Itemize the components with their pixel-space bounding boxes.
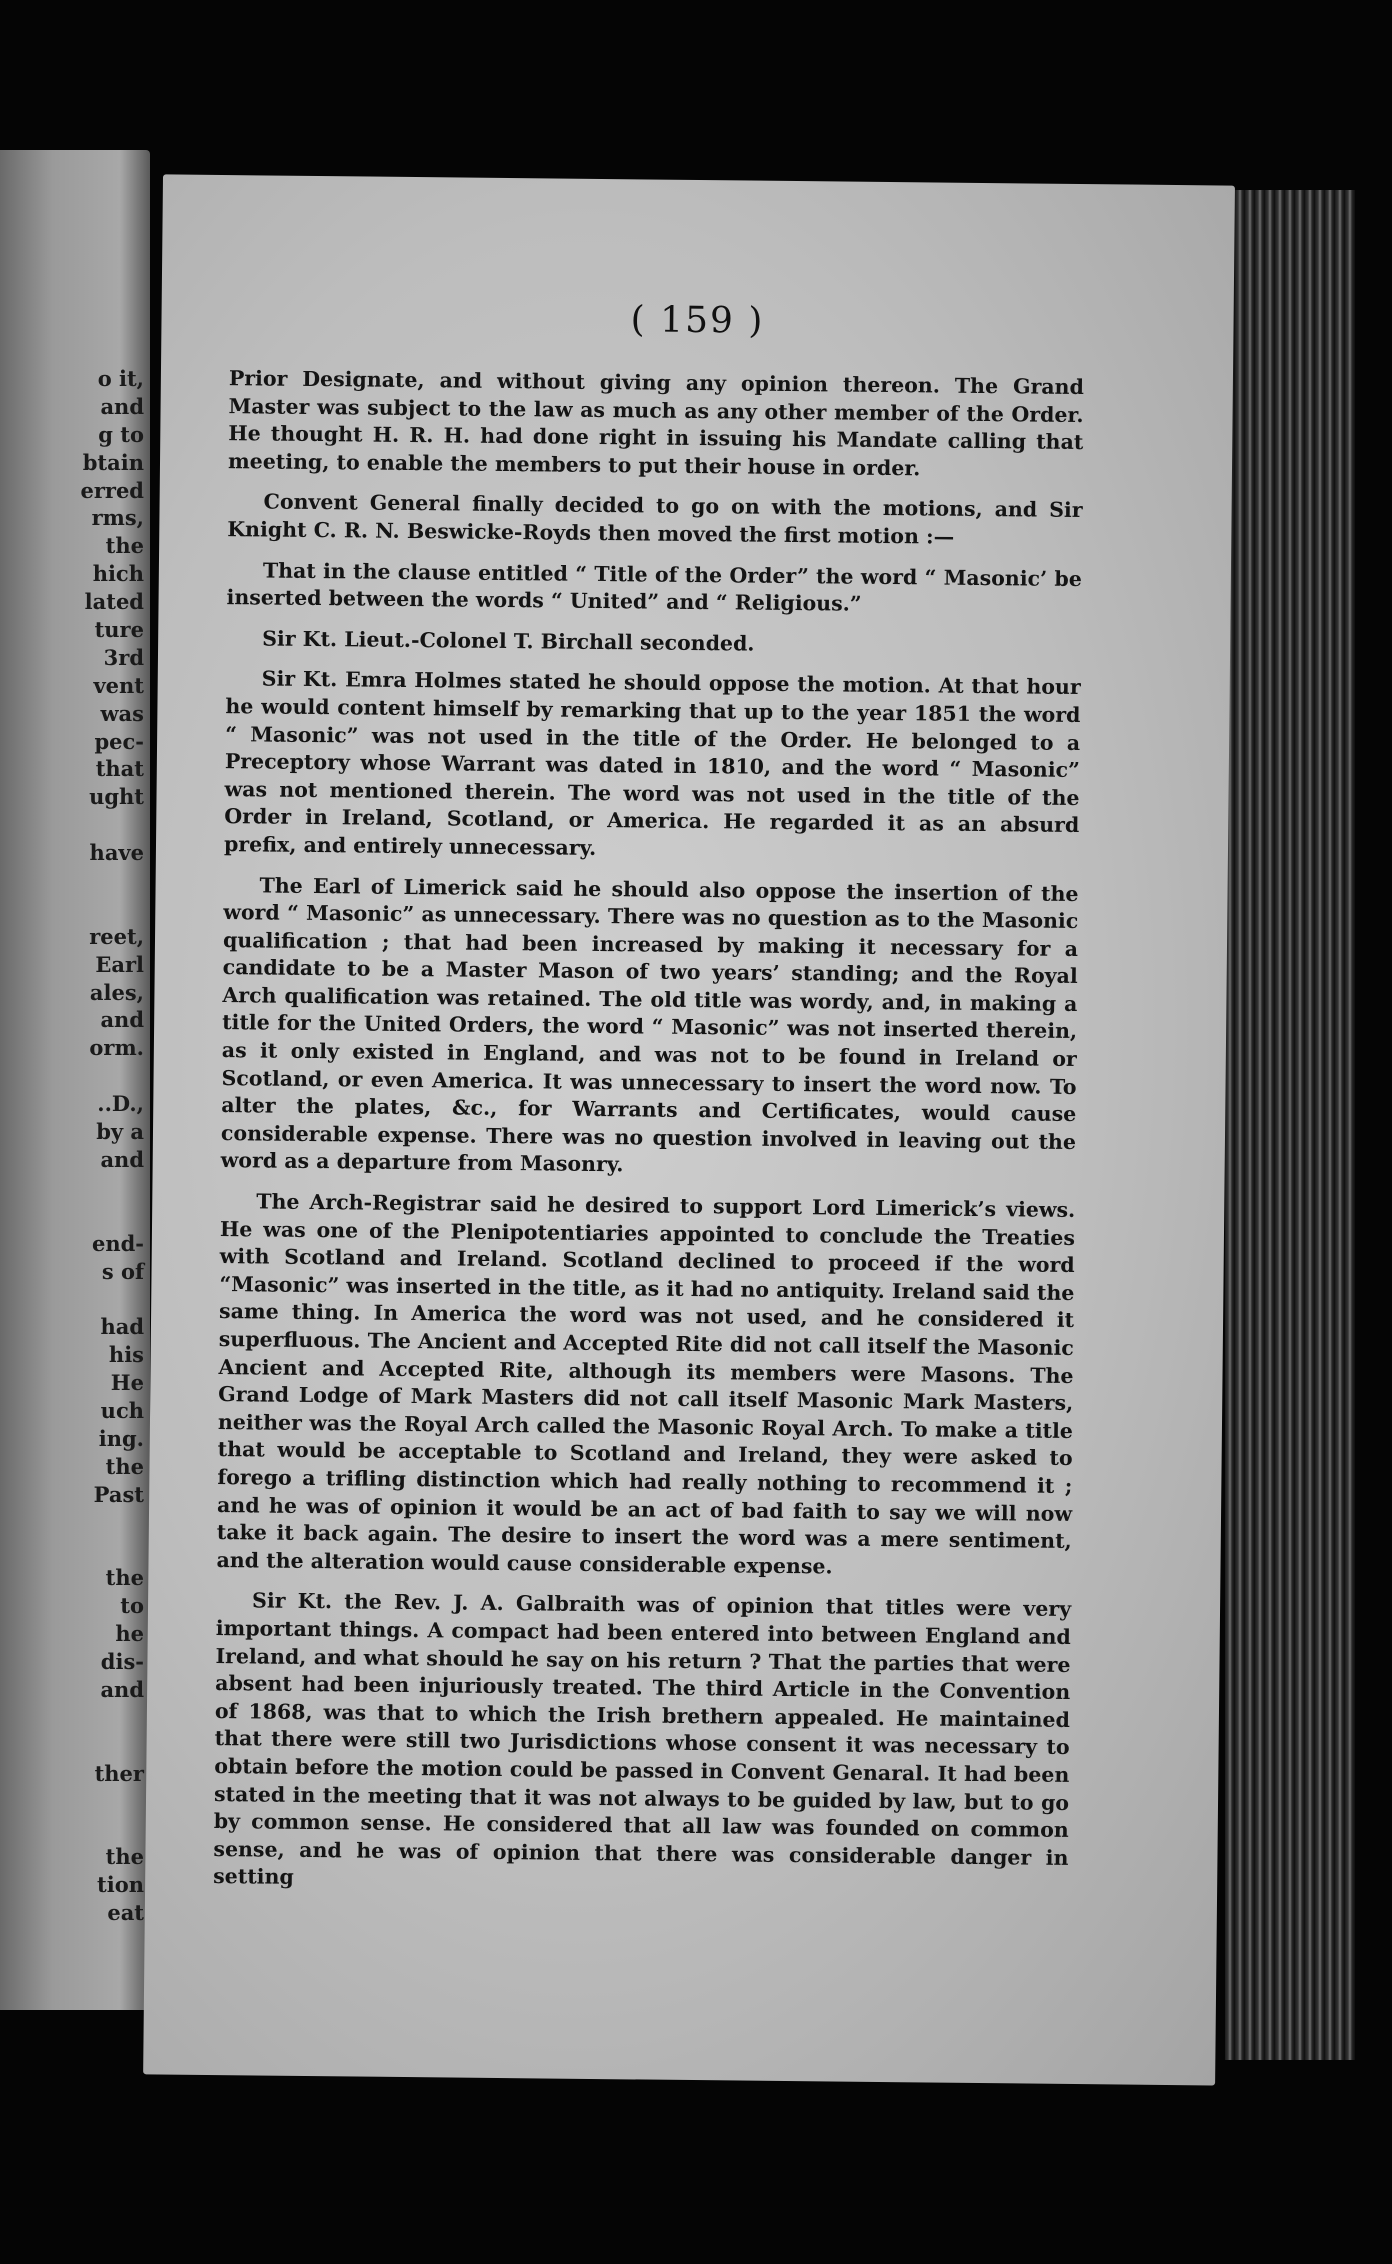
facing-page-fragment — [80, 1174, 144, 1202]
facing-page-fragment: to — [120, 1593, 144, 1619]
page-edges-right — [1225, 190, 1355, 2060]
facing-page-fragment: dis- — [100, 1648, 144, 1674]
paragraph: The Arch-Registrar said he desired to support Lord Limerick’s views. He was one of the Plenipotentiaries appointed to conclude the Treaties with Scotland and Ireland. Scotland declined to proceed if the word “Masonic” was inserted in the title, as it had no antiquity. Ireland said the same thing. In America the word was not used, and he considered it superfluous. The Ancient and Accepted Rite did not call itself the Masonic Ancient and Accepted Rite, although its members were Masons. The Grand Lodge of Mark Masters did not call itself Masonic Mark Masters, neither was the Royal Arch called the Masonic Royal Arch. To make a title that would be acceptable to Scotland and Ireland, they were asked to forego a trifling distinction which had really nothing to recommend it ; and he was of opinion it would be an act of bad faith to say we will now take it back again. The desire to insert the word was a mere sentiment, and the alteration would cause considerable expense. — [216, 1189, 1076, 1579]
facing-page-fragment: was — [100, 700, 144, 726]
paragraph: Sir Kt. Lieut.-Colonel T. Birchall seconded. — [262, 626, 755, 656]
facing-page-fragment — [80, 1704, 144, 1732]
paragraph: Sir Kt. Emra Holmes stated he should oppose the motion. At that hour he would content himself by remarking that up to the year 1851 the word “ Masonic” was not used in the title of the Order. He belonged to a Preceptory whose Warrant was dated in 1810, and the word “ Masonic” was not mentioned therein. The word was not used in the title of the Order in Ireland, Scotland, or America. He regarded it as an absurd prefix, and entirely unnecessary. — [223, 666, 1081, 860]
facing-page-fragment: Earl — [95, 951, 144, 977]
facing-page-text-fragments — [80, 365, 144, 1927]
facing-page-fragment: ing. — [98, 1425, 144, 1451]
facing-page-fragment: rms, — [91, 505, 144, 531]
facing-page-fragment: pec- — [94, 728, 144, 754]
paragraph: That in the clause entitled “ Title of the Order” the word “ Masonic’ be inserted between the words “ United” and “ Religious.” — [226, 558, 1082, 616]
facing-page-fragment: end- — [91, 1230, 144, 1256]
facing-page-fragment: uch — [100, 1397, 144, 1423]
facing-page-fragment: vent — [93, 672, 144, 698]
facing-page-fragment: and — [100, 1676, 144, 1702]
facing-page-fragment: 3rd — [103, 644, 144, 670]
facing-page-fragment — [80, 1062, 144, 1090]
facing-page-fragment: ales, — [89, 979, 144, 1005]
paragraph: The Earl of Limerick said he should also oppose the insertion of the word “ Masonic” as unnecessary. There was no question as to the Masonic qualification ; that had been increased by making it necessary for a candidate to be a Master Mason of two years’ standing; and the Royal Arch qualification was retained. The old title was wordy, and, in making a title for the United Orders, the word “ Masonic” was not inserted therein, as it only existed in England, and was not to be found in Ireland or Scotland, or even America. It was unnecessary to insert the word now. To alter the plates, &c., for Warrants and Certificates, would cause considerable expense. There was no question involved in leaving out the word as a departure from Masonry. — [220, 872, 1079, 1177]
facing-page-fragment — [80, 1787, 144, 1815]
facing-page-fragment: eat — [107, 1899, 144, 1925]
facing-page-fragment — [80, 867, 144, 895]
facing-page-fragment: have — [89, 840, 144, 866]
facing-page-fragment: s of — [101, 1258, 144, 1284]
facing-page-fragment: orm. — [89, 1035, 144, 1061]
facing-page-fragment: ther — [94, 1760, 144, 1786]
facing-page-fragment: that — [95, 756, 144, 782]
facing-page-fragment — [80, 1732, 144, 1760]
facing-page-fragment: Past — [93, 1481, 144, 1507]
facing-page-fragment — [80, 1202, 144, 1230]
facing-page-fragment: reet, — [89, 923, 144, 949]
facing-page-fragment: ture — [94, 617, 144, 643]
facing-page-fragment: he — [115, 1621, 144, 1647]
facing-page-fragment: and — [100, 1007, 144, 1033]
page-body — [213, 365, 1084, 1913]
facing-page-fragment — [80, 811, 144, 839]
facing-page-fragment: the — [105, 1844, 144, 1870]
facing-page-fragment: ..D., — [97, 1091, 144, 1117]
book-page — [143, 174, 1235, 2085]
paragraph: Sir Kt. the Rev. J. A. Galbraith was of opinion that titles were very important things. A compact had been entered into between England and Ireland, and what should he say on his return ? That the parties that were absent had been injuriously treated. The third Article in the Convention of 1868, was that to which the Irish brethern appealed. He maintained that there were still two Jurisdictions whose consent it was necessary to obtain before the motion could be passed in Convent Genaral. It had been stated in the meeting that it was not always to be guided by law, but to go by common sense. He considered that all law was founded on common sense, and he was of opinion that there was considerable danger in setting — [213, 1588, 1072, 1890]
facing-page-fragment: his — [108, 1342, 144, 1368]
facing-page-fragment: and — [100, 393, 144, 419]
facing-page-fragment: the — [105, 1453, 144, 1479]
facing-page-fragment: ught — [89, 784, 144, 810]
facing-page-fragment — [80, 1509, 144, 1537]
facing-page-fragment: erred — [80, 477, 144, 503]
facing-page-fragment: btain — [82, 449, 144, 475]
facing-page-fragment: g to — [98, 421, 144, 447]
facing-page-fragment — [80, 1285, 144, 1313]
facing-page-fragment: by a — [96, 1119, 144, 1145]
facing-page-fragment: hich — [92, 561, 144, 587]
facing-page-fragment: the — [105, 1565, 144, 1591]
facing-page-fragment: the — [105, 533, 144, 559]
facing-page-fragment — [80, 1536, 144, 1564]
facing-page-fragment: He — [110, 1370, 144, 1396]
page-number: ( 159 ) — [630, 299, 765, 342]
paragraph: Convent General finally decided to go on with the motions, and Sir Knight C. R. N. Beswicke-Royds then moved the first motion :— — [227, 489, 1083, 549]
facing-page-fragment: lated — [84, 589, 144, 615]
facing-page-left — [0, 150, 150, 2010]
facing-page-fragment — [80, 1815, 144, 1843]
facing-page-fragment: tion — [97, 1872, 144, 1898]
paragraph: Prior Designate, and without giving any opinion thereon. The Grand Master was subject to the law as much as any other member of the Order. He thought H. R. H. had done right in issuing his Mandate calling that meeting, to enable the members to put their house in order. — [227, 366, 1084, 481]
facing-page-fragment: and — [100, 1146, 144, 1172]
facing-page-fragment — [80, 895, 144, 923]
facing-page-fragment: had — [100, 1314, 144, 1340]
facing-page-fragment: o it, — [97, 366, 144, 391]
